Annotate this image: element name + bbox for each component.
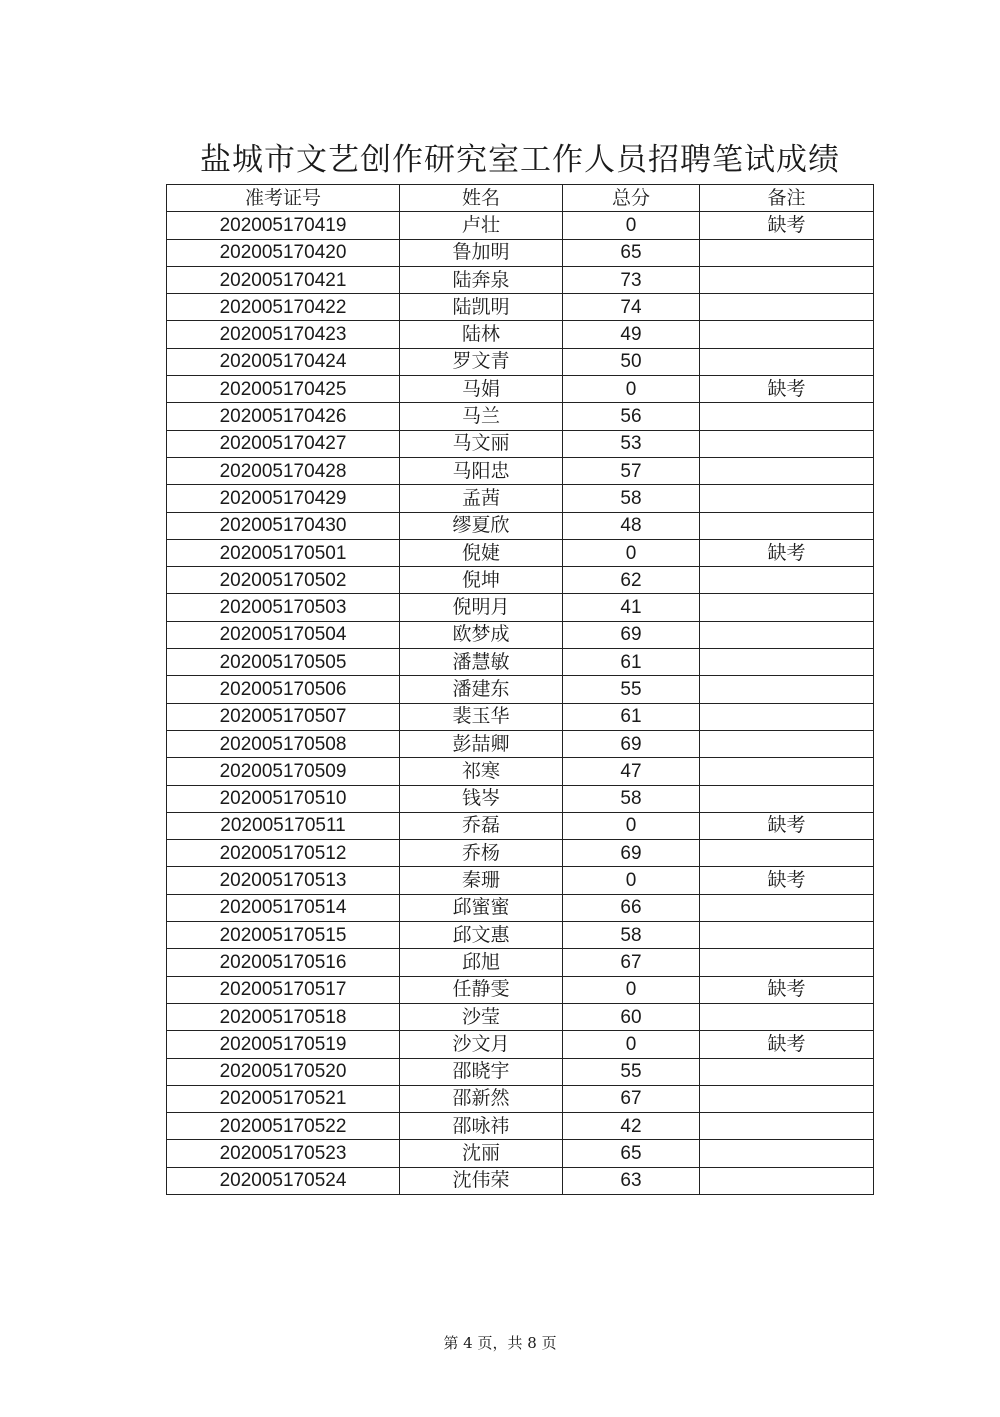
cell-exam-id: 202005170516 bbox=[167, 949, 400, 976]
cell-remarks bbox=[700, 1167, 874, 1194]
table-row bbox=[167, 840, 874, 867]
cell-remarks bbox=[700, 1003, 874, 1030]
cell-exam-id: 202005170430 bbox=[167, 512, 400, 539]
cell-exam-id: 202005170520 bbox=[167, 1058, 400, 1085]
cell-total-score: 47 bbox=[563, 758, 700, 785]
cell-remarks bbox=[700, 594, 874, 621]
cell-name: 乔杨 bbox=[400, 840, 563, 867]
cell-remarks: 缺考 bbox=[700, 976, 874, 1003]
cell-exam-id: 202005170428 bbox=[167, 457, 400, 484]
cell-exam-id: 202005170515 bbox=[167, 922, 400, 949]
cell-name: 马文丽 bbox=[400, 430, 563, 457]
table-row bbox=[167, 239, 874, 266]
cell-remarks: 缺考 bbox=[700, 1031, 874, 1058]
cell-total-score: 69 bbox=[563, 840, 700, 867]
cell-name: 沈丽 bbox=[400, 1140, 563, 1167]
cell-name: 邵晓宇 bbox=[400, 1058, 563, 1085]
cell-name: 彭喆卿 bbox=[400, 730, 563, 757]
cell-remarks bbox=[700, 649, 874, 676]
page-title: 盐城市文艺创作研究室工作人员招聘笔试成绩 bbox=[200, 142, 840, 178]
cell-total-score: 67 bbox=[563, 1085, 700, 1112]
cell-total-score: 55 bbox=[563, 1058, 700, 1085]
cell-name: 祁寒 bbox=[400, 758, 563, 785]
cell-name: 沙文月 bbox=[400, 1031, 563, 1058]
cell-name: 陆奔泉 bbox=[400, 266, 563, 293]
cell-exam-id: 202005170519 bbox=[167, 1031, 400, 1058]
cell-name: 邱旭 bbox=[400, 949, 563, 976]
cell-remarks bbox=[700, 703, 874, 730]
cell-exam-id: 202005170524 bbox=[167, 1167, 400, 1194]
cell-total-score: 61 bbox=[563, 703, 700, 730]
cell-name: 钱岑 bbox=[400, 785, 563, 812]
table-row bbox=[167, 922, 874, 949]
table-row bbox=[167, 703, 874, 730]
cell-exam-id: 202005170512 bbox=[167, 840, 400, 867]
table-row bbox=[167, 594, 874, 621]
cell-remarks: 缺考 bbox=[700, 812, 874, 839]
page-footer: 第 4 页，共 8 页 bbox=[443, 1334, 557, 1352]
cell-exam-id: 202005170507 bbox=[167, 703, 400, 730]
cell-exam-id: 202005170421 bbox=[167, 266, 400, 293]
cell-exam-id: 202005170517 bbox=[167, 976, 400, 1003]
cell-name: 邱蜜蜜 bbox=[400, 894, 563, 921]
cell-total-score: 69 bbox=[563, 621, 700, 648]
cell-total-score: 60 bbox=[563, 1003, 700, 1030]
cell-total-score: 53 bbox=[563, 430, 700, 457]
cell-exam-id: 202005170501 bbox=[167, 539, 400, 566]
cell-remarks bbox=[700, 457, 874, 484]
cell-remarks: 缺考 bbox=[700, 867, 874, 894]
cell-remarks bbox=[700, 894, 874, 921]
cell-remarks bbox=[700, 1113, 874, 1140]
cell-total-score: 48 bbox=[563, 512, 700, 539]
cell-name: 倪明月 bbox=[400, 594, 563, 621]
table-row bbox=[167, 1140, 874, 1167]
table-row bbox=[167, 567, 874, 594]
cell-name: 倪婕 bbox=[400, 539, 563, 566]
cell-total-score: 65 bbox=[563, 1140, 700, 1167]
cell-name: 沈伟荣 bbox=[400, 1167, 563, 1194]
cell-remarks bbox=[700, 348, 874, 375]
cell-remarks bbox=[700, 403, 874, 430]
table-row bbox=[167, 512, 874, 539]
cell-exam-id: 202005170503 bbox=[167, 594, 400, 621]
table-row bbox=[167, 1167, 874, 1194]
table-row bbox=[167, 621, 874, 648]
cell-remarks bbox=[700, 512, 874, 539]
table-row bbox=[167, 812, 874, 839]
cell-name: 卢壮 bbox=[400, 212, 563, 239]
cell-exam-id: 202005170513 bbox=[167, 867, 400, 894]
cell-name: 缪夏欣 bbox=[400, 512, 563, 539]
table-row bbox=[167, 649, 874, 676]
cell-exam-id: 202005170514 bbox=[167, 894, 400, 921]
cell-remarks bbox=[700, 730, 874, 757]
cell-total-score: 58 bbox=[563, 485, 700, 512]
table-row bbox=[167, 976, 874, 1003]
table-row bbox=[167, 348, 874, 375]
table-row bbox=[167, 949, 874, 976]
cell-total-score: 50 bbox=[563, 348, 700, 375]
cell-total-score: 65 bbox=[563, 239, 700, 266]
table-row bbox=[167, 1058, 874, 1085]
header-name: 姓名 bbox=[400, 185, 563, 212]
cell-total-score: 73 bbox=[563, 266, 700, 293]
cell-name: 沙莹 bbox=[400, 1003, 563, 1030]
cell-name: 裴玉华 bbox=[400, 703, 563, 730]
table-row bbox=[167, 539, 874, 566]
cell-total-score: 67 bbox=[563, 949, 700, 976]
cell-total-score: 74 bbox=[563, 294, 700, 321]
cell-exam-id: 202005170504 bbox=[167, 621, 400, 648]
cell-remarks bbox=[700, 1058, 874, 1085]
table-row bbox=[167, 294, 874, 321]
cell-total-score: 42 bbox=[563, 1113, 700, 1140]
cell-name: 罗文青 bbox=[400, 348, 563, 375]
cell-total-score: 0 bbox=[563, 867, 700, 894]
cell-exam-id: 202005170424 bbox=[167, 348, 400, 375]
cell-exam-id: 202005170429 bbox=[167, 485, 400, 512]
cell-remarks bbox=[700, 239, 874, 266]
cell-total-score: 58 bbox=[563, 922, 700, 949]
cell-exam-id: 202005170508 bbox=[167, 730, 400, 757]
cell-name: 邱文惠 bbox=[400, 922, 563, 949]
cell-name: 邵咏祎 bbox=[400, 1113, 563, 1140]
table-row bbox=[167, 1031, 874, 1058]
cell-total-score: 0 bbox=[563, 539, 700, 566]
cell-remarks bbox=[700, 1085, 874, 1112]
cell-remarks: 缺考 bbox=[700, 376, 874, 403]
cell-exam-id: 202005170505 bbox=[167, 649, 400, 676]
cell-remarks bbox=[700, 676, 874, 703]
header-remarks: 备注 bbox=[700, 185, 874, 212]
cell-exam-id: 202005170506 bbox=[167, 676, 400, 703]
cell-exam-id: 202005170419 bbox=[167, 212, 400, 239]
cell-total-score: 57 bbox=[563, 457, 700, 484]
cell-name: 乔磊 bbox=[400, 812, 563, 839]
cell-remarks bbox=[700, 266, 874, 293]
cell-name: 邵新然 bbox=[400, 1085, 563, 1112]
cell-name: 倪坤 bbox=[400, 567, 563, 594]
cell-total-score: 56 bbox=[563, 403, 700, 430]
table-row bbox=[167, 676, 874, 703]
header-total-score: 总分 bbox=[563, 185, 700, 212]
cell-remarks bbox=[700, 1140, 874, 1167]
cell-exam-id: 202005170426 bbox=[167, 403, 400, 430]
cell-exam-id: 202005170510 bbox=[167, 785, 400, 812]
cell-remarks bbox=[700, 949, 874, 976]
header-exam-id: 准考证号 bbox=[167, 185, 400, 212]
cell-name: 鲁加明 bbox=[400, 239, 563, 266]
table-row bbox=[167, 1085, 874, 1112]
cell-remarks bbox=[700, 758, 874, 785]
cell-exam-id: 202005170521 bbox=[167, 1085, 400, 1112]
cell-exam-id: 202005170422 bbox=[167, 294, 400, 321]
cell-remarks bbox=[700, 430, 874, 457]
cell-total-score: 55 bbox=[563, 676, 700, 703]
table-row bbox=[167, 485, 874, 512]
cell-remarks: 缺考 bbox=[700, 539, 874, 566]
cell-remarks bbox=[700, 922, 874, 949]
cell-exam-id: 202005170423 bbox=[167, 321, 400, 348]
cell-total-score: 62 bbox=[563, 567, 700, 594]
cell-name: 潘建东 bbox=[400, 676, 563, 703]
table-row bbox=[167, 403, 874, 430]
cell-total-score: 49 bbox=[563, 321, 700, 348]
cell-exam-id: 202005170502 bbox=[167, 567, 400, 594]
cell-name: 马娟 bbox=[400, 376, 563, 403]
cell-exam-id: 202005170509 bbox=[167, 758, 400, 785]
cell-remarks: 缺考 bbox=[700, 212, 874, 239]
cell-exam-id: 202005170511 bbox=[167, 812, 400, 839]
cell-name: 马兰 bbox=[400, 403, 563, 430]
cell-exam-id: 202005170523 bbox=[167, 1140, 400, 1167]
cell-name: 陆林 bbox=[400, 321, 563, 348]
cell-remarks bbox=[700, 294, 874, 321]
cell-exam-id: 202005170427 bbox=[167, 430, 400, 457]
cell-total-score: 0 bbox=[563, 812, 700, 839]
cell-total-score: 63 bbox=[563, 1167, 700, 1194]
table-row bbox=[167, 894, 874, 921]
scores-table bbox=[166, 184, 874, 1195]
table-row bbox=[167, 266, 874, 293]
cell-exam-id: 202005170425 bbox=[167, 376, 400, 403]
table-body bbox=[167, 212, 874, 1195]
cell-total-score: 69 bbox=[563, 730, 700, 757]
cell-exam-id: 202005170420 bbox=[167, 239, 400, 266]
table-row bbox=[167, 212, 874, 239]
cell-name: 任静雯 bbox=[400, 976, 563, 1003]
cell-total-score: 58 bbox=[563, 785, 700, 812]
table-row bbox=[167, 758, 874, 785]
cell-total-score: 0 bbox=[563, 212, 700, 239]
cell-remarks bbox=[700, 840, 874, 867]
cell-total-score: 41 bbox=[563, 594, 700, 621]
table-row bbox=[167, 785, 874, 812]
cell-total-score: 0 bbox=[563, 376, 700, 403]
cell-remarks bbox=[700, 485, 874, 512]
cell-name: 马阳忠 bbox=[400, 457, 563, 484]
table-row bbox=[167, 1003, 874, 1030]
cell-total-score: 61 bbox=[563, 649, 700, 676]
table-row bbox=[167, 867, 874, 894]
cell-name: 陆凯明 bbox=[400, 294, 563, 321]
cell-remarks bbox=[700, 567, 874, 594]
table-row bbox=[167, 730, 874, 757]
cell-remarks bbox=[700, 621, 874, 648]
cell-remarks bbox=[700, 321, 874, 348]
table-row bbox=[167, 376, 874, 403]
cell-exam-id: 202005170518 bbox=[167, 1003, 400, 1030]
cell-exam-id: 202005170522 bbox=[167, 1113, 400, 1140]
table-row bbox=[167, 1113, 874, 1140]
cell-total-score: 0 bbox=[563, 976, 700, 1003]
table-row bbox=[167, 457, 874, 484]
cell-total-score: 0 bbox=[563, 1031, 700, 1058]
cell-name: 孟茜 bbox=[400, 485, 563, 512]
table-header-row bbox=[167, 185, 874, 212]
cell-remarks bbox=[700, 785, 874, 812]
cell-name: 潘慧敏 bbox=[400, 649, 563, 676]
table-row bbox=[167, 321, 874, 348]
table-row bbox=[167, 430, 874, 457]
cell-total-score: 66 bbox=[563, 894, 700, 921]
cell-name: 欧梦成 bbox=[400, 621, 563, 648]
cell-name: 秦珊 bbox=[400, 867, 563, 894]
